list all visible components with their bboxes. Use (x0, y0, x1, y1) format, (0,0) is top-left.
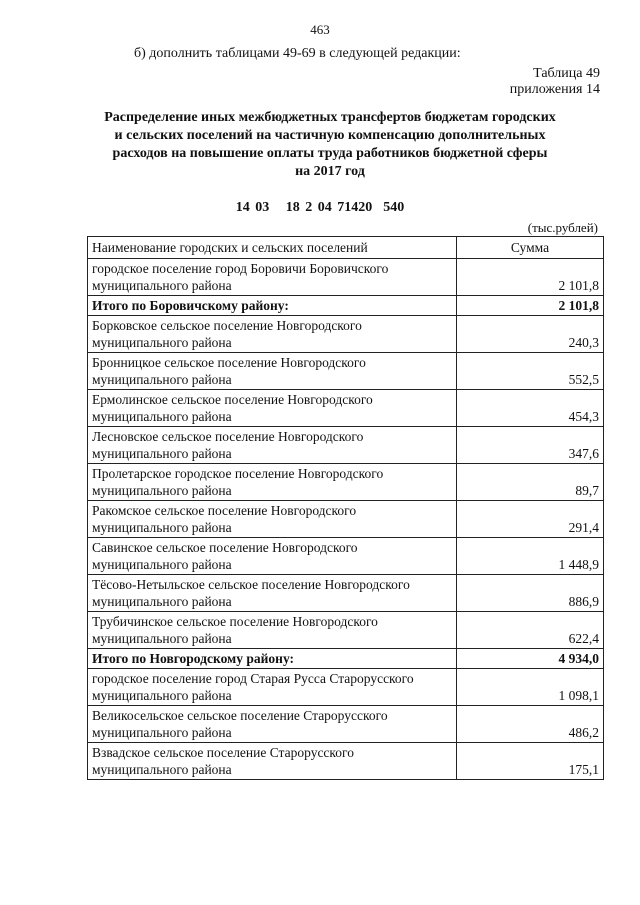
transfers-table (87, 236, 604, 780)
settlement-name: городское поселение город Боровичи Боровичского муниципального района (88, 259, 457, 296)
settlement-name: Ермолинское сельское поселение Новгородского муниципального района (88, 390, 457, 427)
table-row (88, 669, 604, 706)
table-reference (510, 66, 600, 98)
column-header-name: Наименование городских и сельских поселений (88, 237, 457, 259)
settlement-name: Трубичинское сельское поселение Новгородского муниципального района (88, 612, 457, 649)
settlement-amount: 552,5 (457, 353, 604, 390)
table-row (88, 427, 604, 464)
settlement-name: Пролетарское городское поселение Новгородского муниципального района (88, 464, 457, 501)
settlement-amount: 622,4 (457, 612, 604, 649)
table-row (88, 259, 604, 296)
settlement-amount: 291,4 (457, 501, 604, 538)
settlement-amount: 454,3 (457, 390, 604, 427)
table-row (88, 501, 604, 538)
settlement-name: городское поселение город Старая Русса Старорусского муниципального района (88, 669, 457, 706)
settlement-amount: 240,3 (457, 316, 604, 353)
table-row (88, 575, 604, 612)
settlement-name: Ракомское сельское поселение Новгородского муниципального района (88, 501, 457, 538)
table-header-row (88, 237, 604, 259)
settlement-amount: 886,9 (457, 575, 604, 612)
settlement-amount: 347,6 (457, 427, 604, 464)
column-header-amount: Сумма (457, 237, 604, 259)
settlement-amount: 486,2 (457, 706, 604, 743)
title-line: на 2017 год (295, 164, 365, 179)
table-row (88, 316, 604, 353)
title-line: Распределение иных межбюджетных трансфертов бюджетам городских (104, 110, 556, 125)
budget-code: 14 03 18 2 04 71420 540 (235, 200, 405, 215)
intro-text: б) дополнить таблицами 49-69 в следующей редакции: (134, 46, 461, 61)
settlement-name: Взвадское сельское поселение Старорусского муниципального района (88, 743, 457, 780)
table-row (88, 464, 604, 501)
units-label: (тыс.рублей) (527, 220, 598, 235)
subtotal-amount: 4 934,0 (457, 649, 604, 669)
subtotal-row (88, 296, 604, 316)
title-line: расходов на повышение оплаты труда работников бюджетной сферы (112, 146, 548, 161)
settlement-name: Лесновское сельское поселение Новгородского муниципального района (88, 427, 457, 464)
settlement-amount: 2 101,8 (457, 259, 604, 296)
table-row (88, 353, 604, 390)
table-row (88, 538, 604, 575)
settlement-amount: 175,1 (457, 743, 604, 780)
subtotal-label: Итого по Новгородскому району: (88, 649, 457, 669)
appendix-number: приложения 14 (509, 82, 600, 97)
page-number: 463 (310, 22, 330, 37)
settlement-amount: 1 098,1 (457, 669, 604, 706)
settlement-amount: 1 448,9 (457, 538, 604, 575)
table-row (88, 612, 604, 649)
table-row (88, 706, 604, 743)
subtotal-amount: 2 101,8 (457, 296, 604, 316)
settlement-name: Тёсово-Нетыльское сельское поселение Новгородского муниципального района (88, 575, 457, 612)
settlement-name: Борковское сельское поселение Новгородского муниципального района (88, 316, 457, 353)
document-title (70, 109, 590, 181)
settlement-name: Савинское сельское поселение Новгородского муниципального района (88, 538, 457, 575)
table-number: Таблица 49 (533, 66, 600, 81)
table-row (88, 390, 604, 427)
settlement-name: Великосельское сельское поселение Старорусского муниципального района (88, 706, 457, 743)
settlement-name: Бронницкое сельское поселение Новгородского муниципального района (88, 353, 457, 390)
title-line: и сельских поселений на частичную компенсацию дополнительных (114, 128, 546, 143)
table-row (88, 743, 604, 780)
subtotal-label: Итого по Боровичскому району: (88, 296, 457, 316)
settlement-amount: 89,7 (457, 464, 604, 501)
subtotal-row (88, 649, 604, 669)
